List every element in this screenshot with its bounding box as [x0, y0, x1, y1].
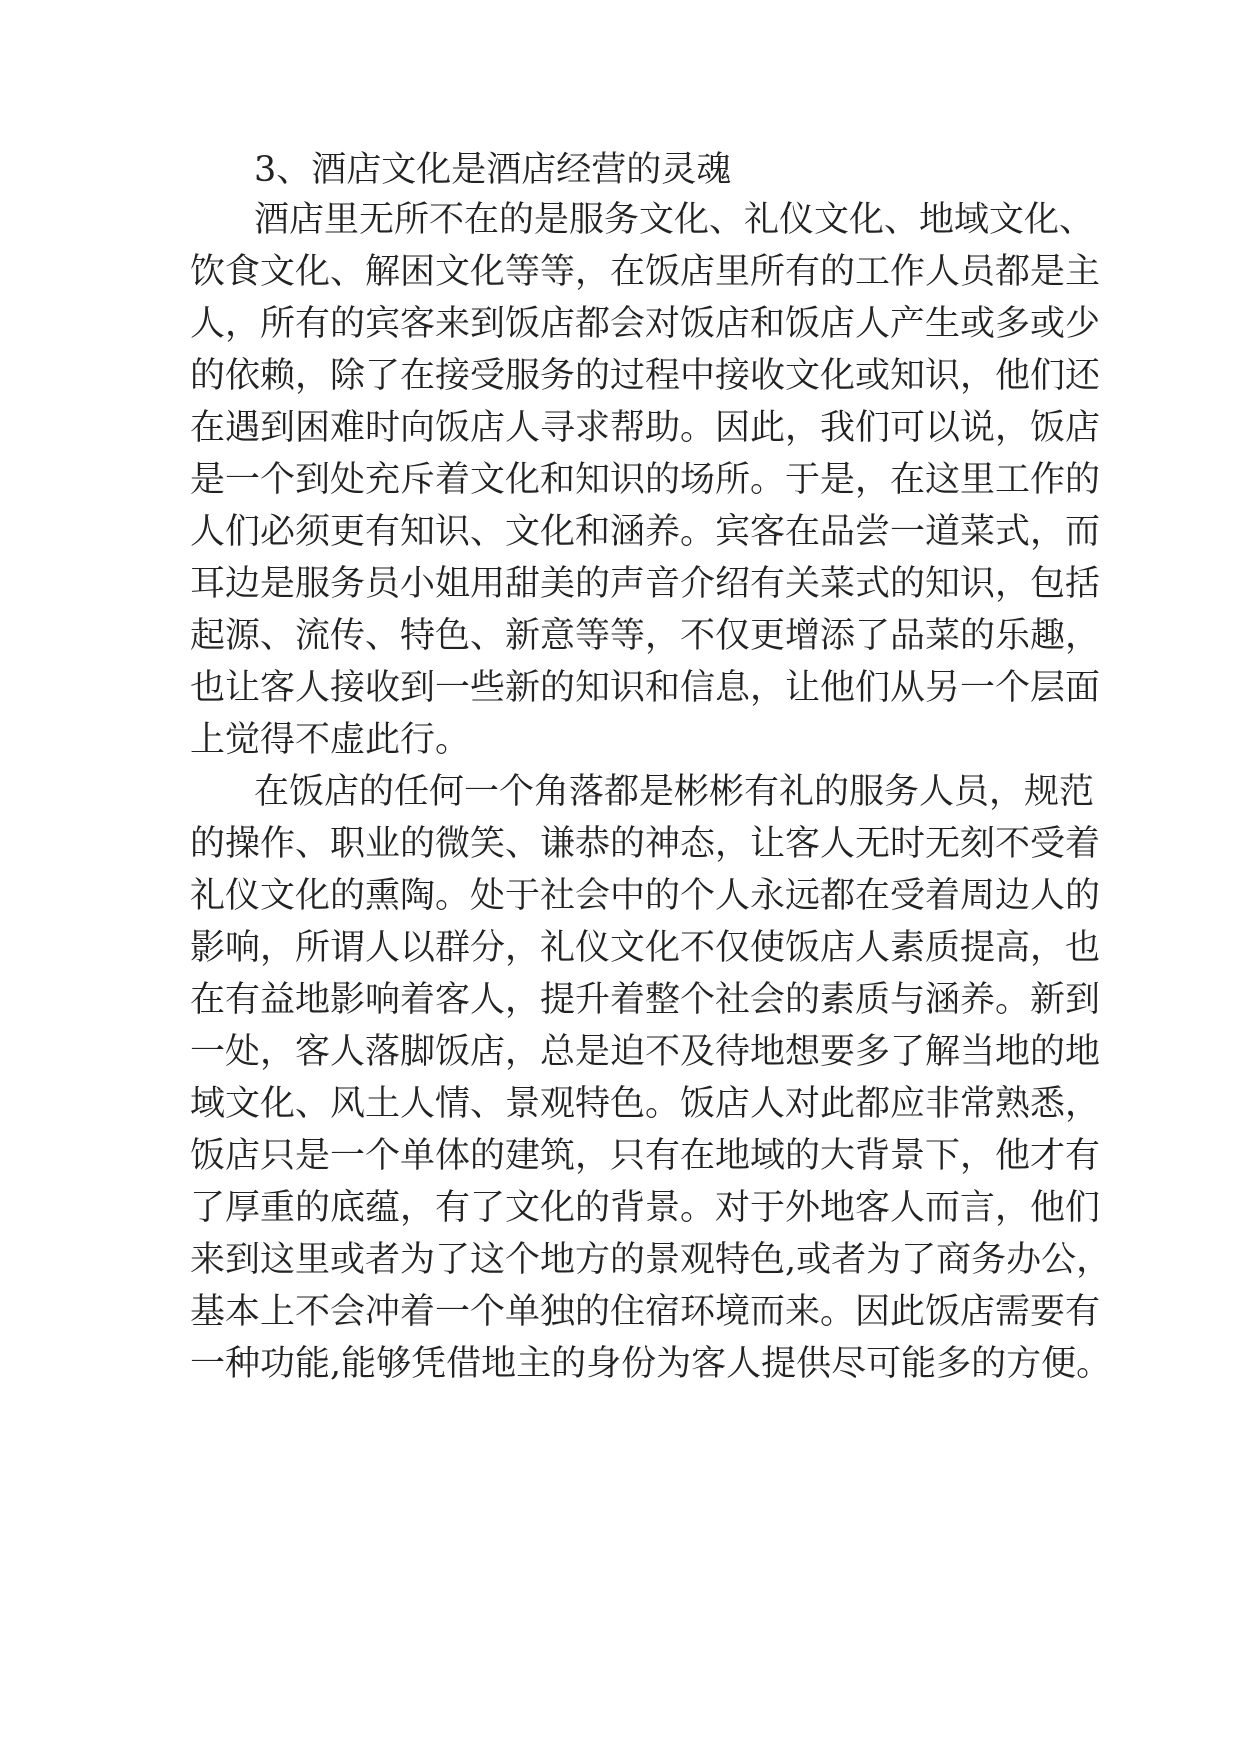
paragraph-2-line: 礼仪文化的熏陶。处于社会中的个人永远都在受着周边人的: [190, 876, 1101, 916]
paragraph-1-line: 也让客人接收到一些新的知识和信息，让他们从另一个层面: [190, 668, 1101, 708]
paragraph-1-line: 饮食文化、解困文化等等，在饭店里所有的工作人员都是主: [190, 252, 1101, 292]
paragraph-1-line: 是一个到处充斥着文化和知识的场所。于是，在这里工作的: [190, 460, 1101, 500]
paragraph-1-line: 酒店里无所不在的是服务文化、礼仪文化、地域文化、: [254, 200, 1095, 240]
paragraph-2-line: 影响，所谓人以群分，礼仪文化不仅使饭店人素质提高，也: [190, 928, 1101, 968]
paragraph-1-line: 起源、流传、特色、新意等等，不仅更增添了品菜的乐趣，: [190, 616, 1101, 656]
paragraph-1-line: 在遇到困难时向饭店人寻求帮助。因此，我们可以说，饭店: [190, 408, 1101, 448]
paragraph-2-line: 一种功能,能够凭借地主的身份为客人提供尽可能多的方便。: [190, 1344, 1112, 1384]
paragraph-1-line: 人，所有的宾客来到饭店都会对饭店和饭店人产生或多或少: [190, 304, 1101, 344]
paragraph-2-line: 基本上不会冲着一个单独的住宿环境而来。因此饭店需要有: [190, 1292, 1101, 1332]
paragraph-1-line: 上觉得不虚此行。: [190, 720, 471, 760]
paragraph-2-line: 在饭店的任何一个角落都是彬彬有礼的服务人员，规范: [254, 772, 1095, 812]
paragraph-2-line: 域文化、风土人情、景观特色。饭店人对此都应非常熟悉，: [190, 1084, 1101, 1124]
paragraph-2-line: 的操作、职业的微笑、谦恭的神态，让客人无时无刻不受着: [190, 824, 1101, 864]
paragraph-1-line: 的依赖，除了在接受服务的过程中接收文化或知识，他们还: [190, 356, 1101, 396]
paragraph-2-line: 来到这里或者为了这个地方的景观特色,或者为了商务办公，: [190, 1240, 1112, 1280]
paragraph-1-line: 人们必须更有知识、文化和涵养。宾客在品尝一道菜式，而: [190, 512, 1101, 552]
paragraph-2-line: 在有益地影响着客人，提升着整个社会的素质与涵养。新到: [190, 980, 1101, 1020]
paragraph-2-line: 一处，客人落脚饭店，总是迫不及待地想要多了解当地的地: [190, 1032, 1101, 1072]
paragraph-2-line: 饭店只是一个单体的建筑，只有在地域的大背景下，他才有: [190, 1136, 1101, 1176]
section-heading: 3、酒店文化是酒店经营的灵魂: [254, 150, 732, 190]
paragraph-1-line: 耳边是服务员小姐用甜美的声音介绍有关菜式的知识，包括: [190, 564, 1101, 604]
paragraph-2-line: 了厚重的底蕴，有了文化的背景。对于外地客人而言，他们: [190, 1188, 1101, 1228]
